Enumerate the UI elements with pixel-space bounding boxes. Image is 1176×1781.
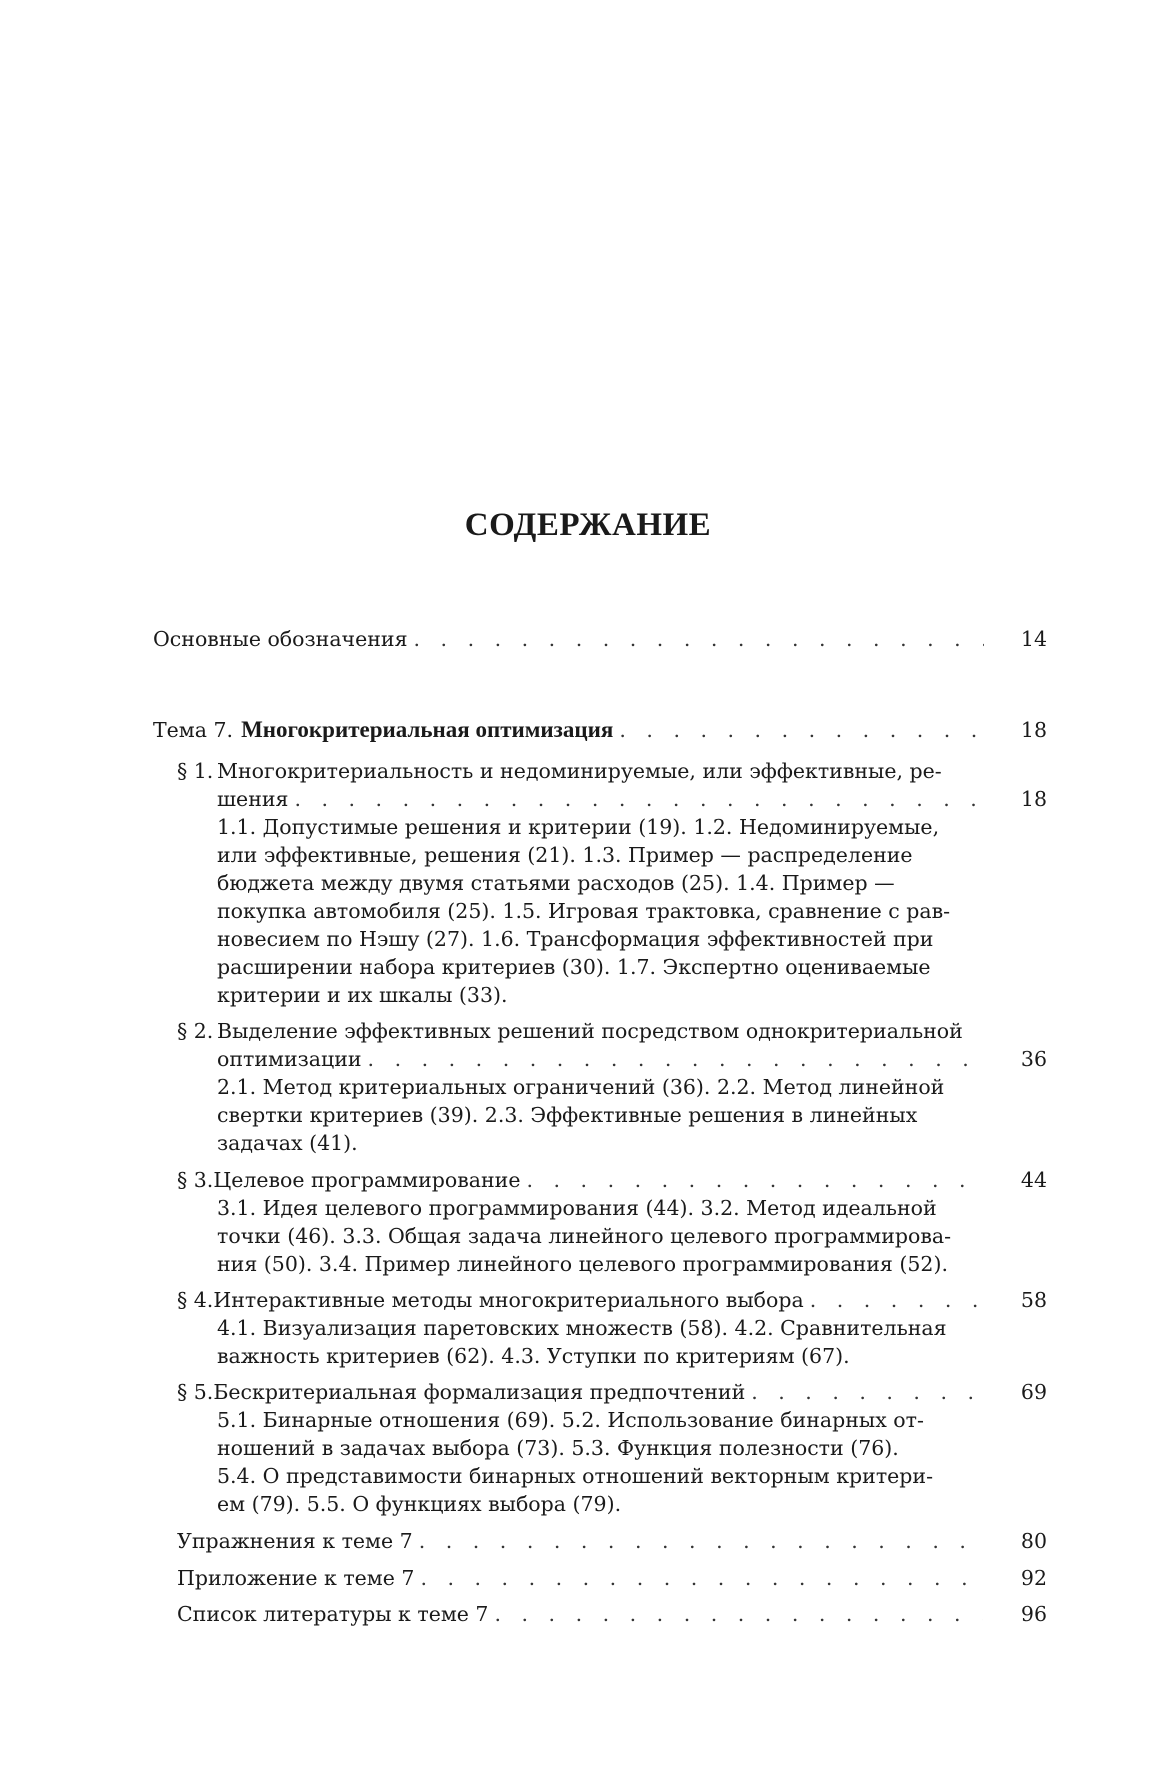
leader-dots bbox=[368, 1045, 983, 1073]
section-5-title[interactable] bbox=[177, 1378, 987, 1406]
toc-page-number: 14 bbox=[1020, 627, 1047, 651]
section-1-title-line1[interactable] bbox=[177, 757, 987, 785]
toc-entry-references[interactable] bbox=[177, 1600, 987, 1628]
toc-page-number: 80 bbox=[1020, 1529, 1047, 1553]
leader-dots bbox=[494, 1600, 983, 1628]
section-number: § 4. bbox=[177, 1288, 214, 1312]
section-number: § 2. bbox=[177, 1019, 214, 1043]
section-number: § 1. bbox=[177, 759, 214, 783]
section-2-title-line2[interactable] bbox=[217, 1045, 987, 1073]
section-title-continued: оптимизации bbox=[217, 1047, 362, 1071]
section-title: Целевое программирование bbox=[213, 1168, 521, 1192]
section-number: § 3. bbox=[177, 1168, 214, 1192]
toc-entry-notation[interactable] bbox=[153, 625, 988, 653]
page-heading: СОДЕРЖАНИЕ bbox=[464, 507, 712, 543]
toc-entry-exercises[interactable] bbox=[177, 1527, 987, 1555]
toc-entry-label: Упражнения к теме 7 bbox=[177, 1529, 413, 1553]
section-1-title-line2[interactable] bbox=[217, 785, 987, 813]
section-1-subsections: 1.1. Допустимые решения и критерии (19). 1.2. Недоминируемые, или эффективные, решения (21). 1.3. Пример — распределение бюджета между двумя статьями расходов (25). 1.4. Пример — покупка автомобиля (25). 1.5. Игровая трактовка, сравнение с рав- новесием по Нэшу (27). 1.6. Трансформация эффективностей при расширении набора критериев (30). 1.7. Экспертно оцениваемые критерии и их шкалы (33). bbox=[217, 815, 951, 1007]
theme-title: Многокритериальная оптимизация bbox=[241, 717, 614, 742]
section-title: Интерактивные методы многокритериального выбора bbox=[213, 1288, 804, 1312]
section-4-subsections: 4.1. Визуализация паретовских множеств (58). 4.2. Сравнительная важность критериев (62). 4.3. Уступки по критериям (67). bbox=[217, 1316, 947, 1368]
toc-entry-label: Список литературы к теме 7 bbox=[177, 1602, 489, 1626]
section-2-subsections: 2.1. Метод критериальных ограничений (36). 2.2. Метод линейной свертки критериев (39). 2.3. Эффективные решения в линейных задачах (41). bbox=[217, 1075, 945, 1155]
section-5-subsections: 5.1. Бинарные отношения (69). 5.2. Использование бинарных от- ношений в задачах выбора (73). 5.3. Функция полезности (76). 5.4. О представимости бинарных отношений векторным критери- ем (79). 5.5. О функциях выбора (79). bbox=[217, 1408, 934, 1516]
leader-dots bbox=[420, 1564, 983, 1592]
toc-page-number: 96 bbox=[1020, 1602, 1047, 1626]
toc-page-number: 44 bbox=[1020, 1168, 1047, 1192]
section-3-subsections: 3.1. Идея целевого программирования (44). 3.2. Метод идеальной точки (46). 3.3. Общая задача линейного целевого программирова- ния (50). 3.4. Пример линейного целевого программирования (52). bbox=[217, 1196, 952, 1276]
leader-dots bbox=[419, 1527, 983, 1555]
leader-dots bbox=[751, 1378, 983, 1406]
toc-page-number: 69 bbox=[1020, 1380, 1047, 1404]
leader-dots bbox=[810, 1286, 983, 1314]
section-4-title[interactable] bbox=[177, 1286, 987, 1314]
toc-page-number: 36 bbox=[1020, 1047, 1047, 1071]
leader-dots bbox=[294, 785, 983, 813]
section-3-title[interactable] bbox=[177, 1166, 987, 1194]
toc-entry-theme[interactable] bbox=[153, 716, 988, 744]
section-title: Бескритериальная формализация предпочтений bbox=[213, 1380, 746, 1404]
leader-dots bbox=[619, 716, 984, 744]
section-title-continued: шения bbox=[217, 787, 289, 811]
toc-page-number: 92 bbox=[1020, 1566, 1047, 1590]
section-title: Выделение эффективных решений посредством однокритериальной bbox=[217, 1019, 963, 1043]
theme-prefix: Тема 7. bbox=[153, 718, 234, 742]
toc-entry-appendix[interactable] bbox=[177, 1564, 987, 1592]
toc-page-number: 18 bbox=[1020, 787, 1047, 811]
leader-dots bbox=[414, 625, 985, 653]
toc-page-number: 58 bbox=[1020, 1288, 1047, 1312]
toc-page-number: 18 bbox=[1020, 718, 1047, 742]
toc-entry-label: Основные обозначения bbox=[153, 627, 408, 651]
section-number: § 5. bbox=[177, 1380, 214, 1404]
section-2-title-line1[interactable] bbox=[177, 1017, 987, 1045]
toc-entry-label: Приложение к теме 7 bbox=[177, 1566, 415, 1590]
leader-dots bbox=[526, 1166, 983, 1194]
section-title: Многокритериальность и недоминируемые, или эффективные, ре- bbox=[217, 759, 942, 783]
